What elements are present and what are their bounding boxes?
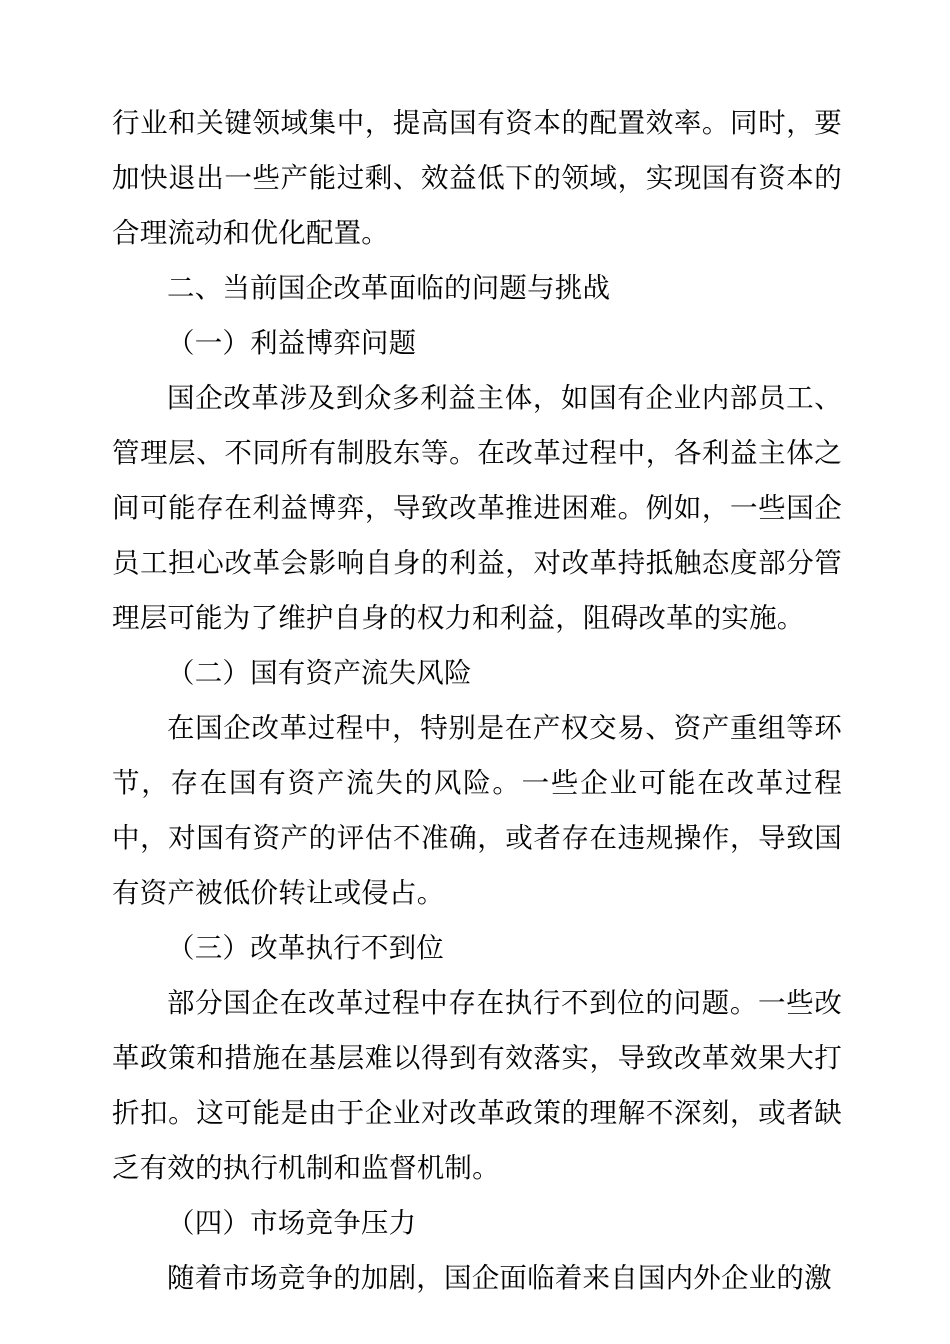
- paragraph-market-competition: 随着市场竞争的加剧，国企面临着来自国内外企业的激: [167, 1262, 832, 1294]
- paragraph-asset-loss-risk: 在国企改革过程中，特别是在产权交易、资产重组等环节，存在国有资产流失的风险。一些企业可能在改革过程中，对国有资产的评估不准确，或者存在违规操作，导致国有资产被低价转让或侵占。: [112, 712, 842, 909]
- paragraph-continuation: 行业和关键领域集中，提高国有资本的配置效率。同时，要加快退出一些产能过剩、效益低下的领域，实现国有资本的合理流动和优化配置。: [112, 107, 842, 249]
- paragraph-execution-gap: 部分国企在改革过程中存在执行不到位的问题。一些改革政策和措施在基层难以得到有效落实，导致改革效果大打折扣。这可能是由于企业对改革政策的理解不深刻，或者缺乏有效的执行机制和监督机制。: [112, 987, 842, 1184]
- paragraph-interest-game: 国企改革涉及到众多利益主体，如国有企业内部员工、管理层、不同所有制股东等。在改革过程中，各利益主体之间可能存在利益博弈，导致改革推进困难。例如，一些国企员工担心改革会影响自身的利益，对改革持抵触态度部分管理层可能为了维护自身的权力和利益，阻碍改革的实施。: [112, 382, 842, 634]
- heading-subsection-three: （三）改革执行不到位: [167, 932, 444, 964]
- heading-subsection-two: （二）国有资产流失风险: [167, 657, 472, 689]
- heading-subsection-four: （四）市场竞争压力: [167, 1207, 417, 1239]
- heading-subsection-one: （一）利益博弈问题: [167, 327, 417, 359]
- heading-section-two: 二、当前国企改革面临的问题与挑战: [167, 272, 611, 304]
- document-body: [112, 96, 842, 1306]
